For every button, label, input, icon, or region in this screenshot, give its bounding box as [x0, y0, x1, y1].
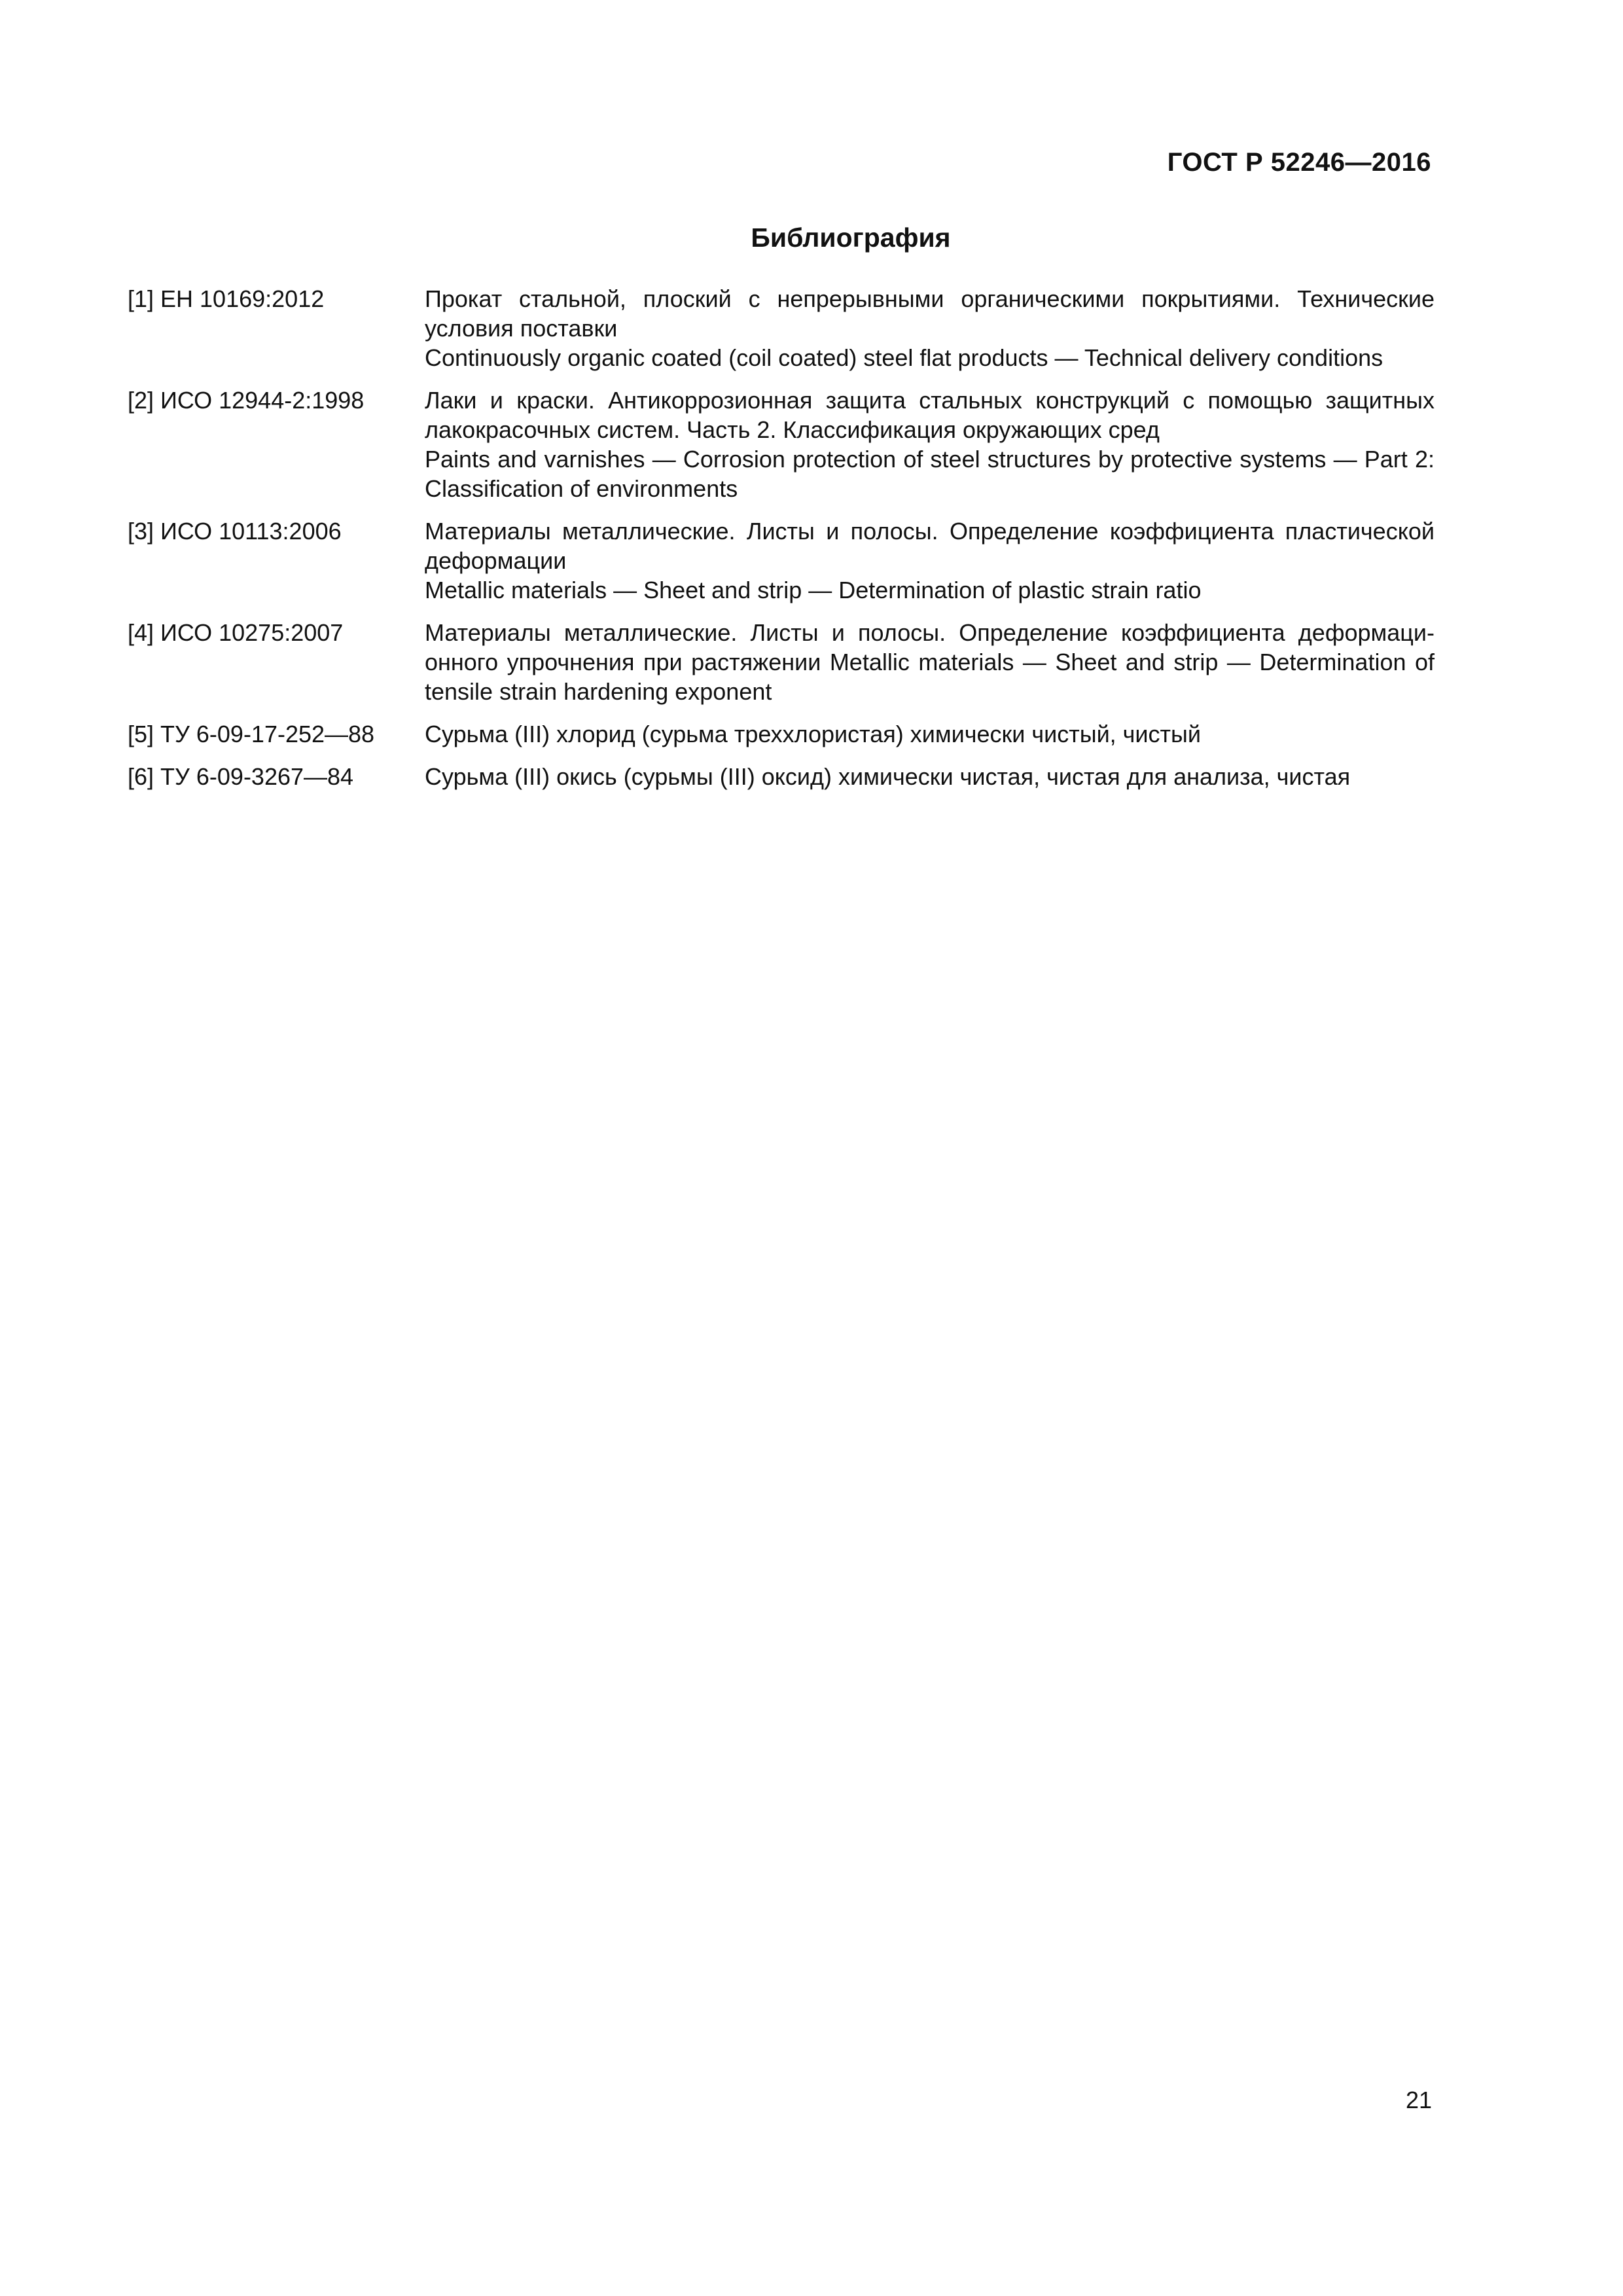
entry-title-en: Metallic materials — Sheet and strip — Determination of plastic strain ratio [425, 577, 1202, 603]
entry-reference: [6] ТУ 6-09-3267—84 [128, 763, 354, 790]
bibliography-entry [128, 762, 1435, 791]
entry-reference: [2] ИСО 12944-2:1998 [128, 387, 365, 414]
section-title: Библиография [751, 223, 951, 253]
entry-description [425, 618, 1435, 706]
bibliography-entry [128, 284, 1435, 372]
bibliography-entry [128, 386, 1435, 503]
entry-title-ru: Сурьма (III) окись (сурьмы (III) оксид) химически чистая, чистая для анализа, чистая [425, 763, 1351, 790]
page-number: 21 [1405, 2087, 1432, 2113]
entry-title-ru: Сурьма (III) хлорид (сурьма треххлористая) химически чистый, чистый [425, 721, 1202, 747]
entry-title-en: Continuously organic coated (coil coated) steel flat products — Technical delivery conditions [425, 344, 1383, 371]
entry-reference: [1] ЕН 10169:2012 [128, 285, 325, 312]
entry-description [425, 719, 1435, 749]
entry-description [425, 516, 1435, 605]
entry-reference: [4] ИСО 10275:2007 [128, 619, 344, 646]
entry-title-ru: Прокат стальной, плоский с непрерывными органическими покрытиями. Технические условия поставки [425, 285, 1435, 342]
entry-title-ru: Материалы металлические. Листы и полосы. Определение коэффициента пластической деформации [425, 518, 1435, 574]
entry-title-ru: Лаки и краски. Антикоррозионная защита стальных конструкций с помощью защитных лакокрасочных систем. Часть 2. Классификация окружающих сред [425, 387, 1435, 443]
entry-reference: [5] ТУ 6-09-17-252—88 [128, 721, 375, 747]
bibliography-entry [128, 516, 1435, 605]
entry-description [425, 284, 1435, 372]
entry-title-ru: Материалы металлические. Листы и полосы. Определение коэффициента деформационного упрочнения при растяжении Metallic materials — Sheet and strip — Determination of tensile strain hardening exponent [425, 619, 1435, 705]
entry-description [425, 762, 1435, 791]
bibliography-entry [128, 719, 1435, 749]
entry-title-en: Paints and varnishes — Corrosion protection of steel structures by protective systems — Part 2: Classification of environments [425, 446, 1435, 502]
bibliography-list [128, 284, 1435, 804]
document-code: ГОСТ Р 52246—2016 [1167, 148, 1431, 177]
entry-reference: [3] ИСО 10113:2006 [128, 518, 342, 545]
entry-description [425, 386, 1435, 503]
bibliography-entry [128, 618, 1435, 706]
